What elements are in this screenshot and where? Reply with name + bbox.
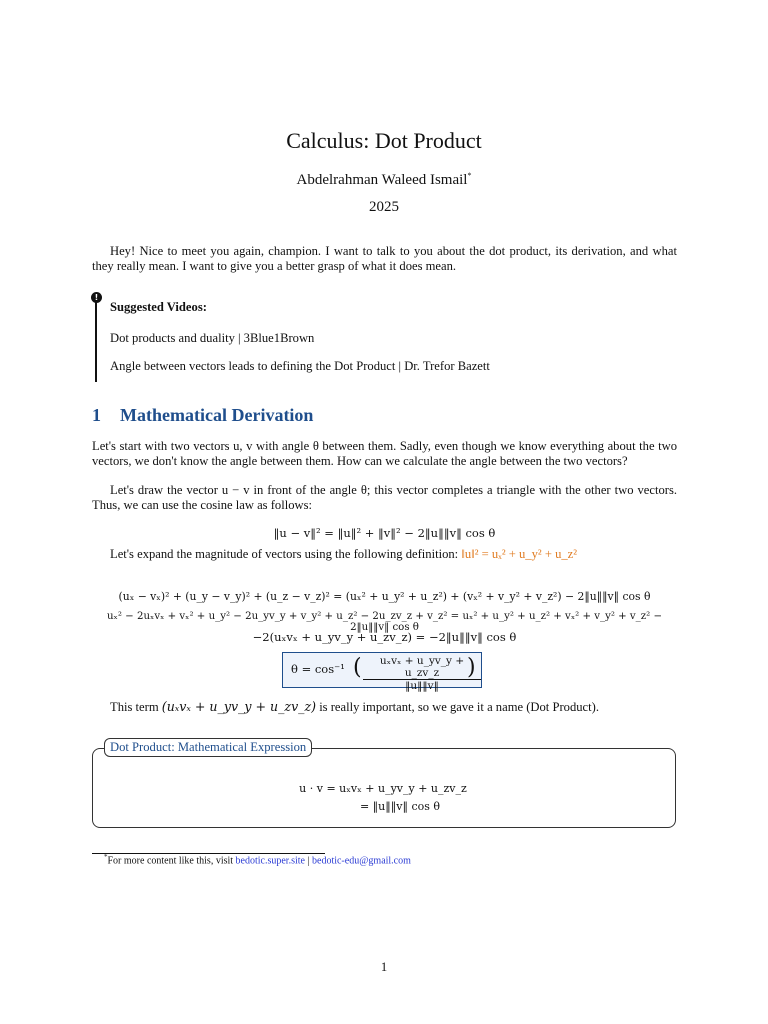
author-text: Abdelrahman Waleed Ismail [296, 172, 468, 188]
website-link[interactable]: bedotic.super.site [235, 855, 305, 867]
equation-magnitude-def: ‖u‖² = uₓ² + u_y² + u_z² [461, 547, 578, 561]
definition-line-1: u · v = uₓvₓ + u_yv_y + u_zv_z [299, 782, 467, 795]
equation-expand-1: (uₓ − vₓ)² + (u_y − v_y)² + (u_z − v_z)² = (uₓ² + u_y² + u_z²) + (vₓ² + v_y² + v_z²) − 2‖u‖‖v‖ cos θ [118, 590, 651, 603]
suggested-videos-callout [95, 300, 677, 382]
dot-product-term: (uₓvₓ + u_yv_y + u_zv_z) [161, 699, 317, 714]
video-link-1[interactable]: Dot products and duality | 3Blue1Brown [110, 331, 315, 345]
theta-lhs: θ = cos⁻¹ [291, 662, 345, 676]
theta-denominator: ‖u‖‖v‖ [405, 680, 439, 692]
footnote-mark: * [467, 171, 472, 180]
exclamation-icon: ! [91, 292, 102, 303]
section-title: Mathematical Derivation [120, 405, 314, 425]
author-name [0, 171, 768, 189]
callout-title: Suggested Videos: [110, 300, 207, 314]
document-title: Calculus: Dot Product [286, 128, 482, 153]
document-year: 2025 [369, 199, 399, 215]
paragraph-1: Let's start with two vectors u, v with angle θ between them. Sadly, even though we know everything about the two vectors, we don't know the angle between them. How can we calculate the angle between the two vectors? [92, 439, 677, 468]
paragraph-4b: is really important, so we gave it a name (Dot Product). [319, 700, 599, 714]
theta-result-box [282, 652, 482, 692]
paragraph-4a: This term [110, 700, 159, 714]
theta-fraction [363, 655, 481, 692]
video-link-2[interactable]: Angle between vectors leads to defining the Dot Product | Dr. Trefor Bazett [110, 359, 490, 373]
definition-box-title: Dot Product: Mathematical Expression [104, 738, 312, 757]
equation-expand-3: −2(uₓvₓ + u_yv_y + u_zv_z) = −2‖u‖‖v‖ cos θ [252, 630, 517, 644]
intro-paragraph: Hey! Nice to meet you again, champion. I want to talk to you about the dot product, its derivation, and what they really mean. I want to give you a better grasp of what it does mean. [92, 244, 677, 273]
paragraph-4 [92, 700, 677, 715]
page-number: 1 [380, 960, 388, 974]
email-link[interactable]: bedotic-edu@gmail.com [312, 855, 411, 867]
definition-line-2: = ‖u‖‖v‖ cos θ [359, 800, 441, 813]
footnote [104, 853, 411, 866]
section-heading [92, 405, 313, 426]
paragraph-2: Let's draw the vector u − v in front of the angle θ; this vector completes a triangle with the other two vectors. Thus, we can use the cosine law as follows: [92, 483, 677, 512]
footnote-text: For more content like this, visit [107, 855, 234, 867]
right-paren: ) [467, 655, 476, 680]
left-paren: ( [353, 655, 362, 680]
paragraph-3 [92, 547, 677, 562]
footnote-separator: | [307, 855, 310, 867]
paragraph-3-text: Let's expand the magnitude of vectors using the following definition: [110, 547, 459, 561]
equation-cosine-law: ‖u − v‖² = ‖u‖² + ‖v‖² − 2‖u‖‖v‖ cos θ [273, 526, 496, 540]
section-number: 1 [92, 405, 101, 425]
footnote-mark-ref: * [104, 853, 108, 861]
theta-numerator: uₓvₓ + u_yv_y + u_zv_z [363, 655, 481, 680]
equation-expand-2: uₓ² − 2uₓvₓ + vₓ² + u_y² − 2u_yv_y + v_y² + u_z² − 2u_zv_z + v_z² = uₓ² + u_y² + u_z² + vₓ² + v_y² + v_z² − 2‖u‖‖v‖ cos θ [106, 611, 663, 633]
